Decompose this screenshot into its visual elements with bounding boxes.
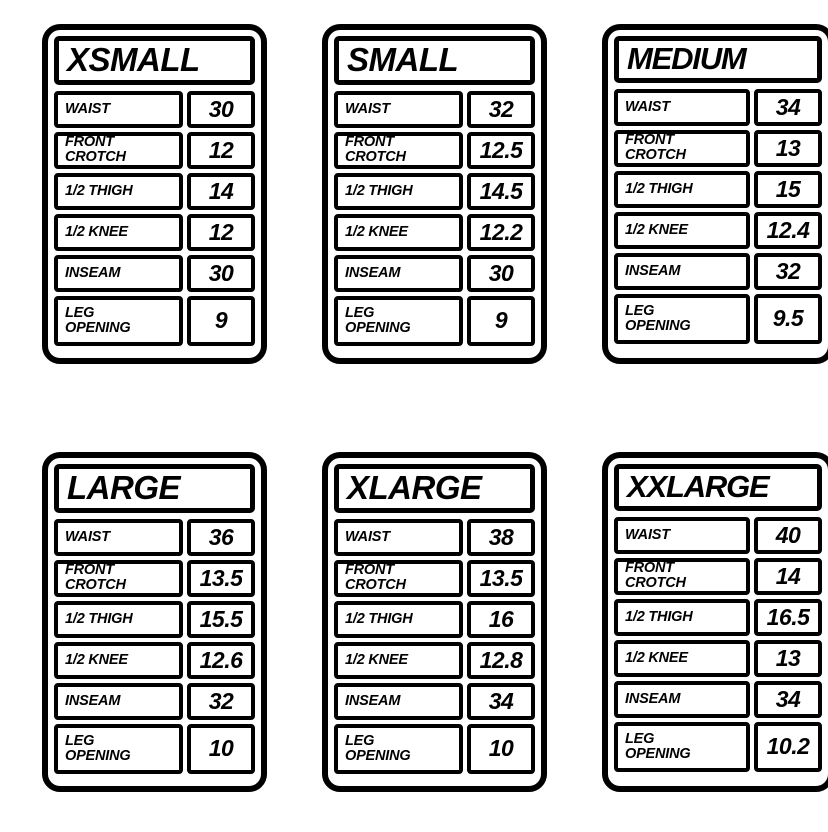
measurement-value-text: 32 [775,257,801,284]
measurement-label-line1: WAIST [65,100,110,117]
size-card-title: LARGE [67,469,180,506]
measurement-label [334,132,463,169]
measurement-row [54,296,255,346]
measurement-label [614,171,750,208]
measurement-value [754,171,822,208]
measurement-label-line1: 1/2 THIGH [625,608,693,625]
measurement-value-text: 13.5 [479,564,523,591]
measurement-label-line2: CROTCH [345,577,406,594]
measurement-row [614,599,822,636]
measurement-value-text: 9 [494,307,508,334]
measurement-row [614,89,822,126]
measurement-label-line1: 1/2 THIGH [65,610,133,627]
measurement-value-text: 10 [208,735,234,762]
measurement-row [614,294,822,344]
size-card-title: SMALL [347,41,459,78]
measurement-value-text: 16 [488,605,514,632]
measurement-label-line1: INSEAM [625,690,681,707]
measurement-value-text: 14 [775,562,801,589]
size-card-large [42,452,267,792]
measurement-value-text: 30 [208,259,234,286]
measurement-label-line1: LEG [345,732,375,749]
measurement-label-line1: WAIST [345,528,390,545]
measurement-value [754,294,822,344]
measurement-label-line1: 1/2 THIGH [625,180,693,197]
measurement-label [54,642,183,679]
measurement-value-text: 34 [775,93,801,120]
measurement-row [334,132,535,169]
measurement-label [54,296,183,346]
measurement-value-text: 14 [208,177,234,204]
measurement-row [334,296,535,346]
measurement-label [334,683,463,720]
measurement-label [614,89,750,126]
measurement-label [54,132,183,169]
measurement-value [754,558,822,595]
measurement-label-line1: 1/2 KNEE [625,221,688,238]
measurement-label-line1: LEG [65,732,95,749]
measurement-row [54,601,255,638]
measurement-value-text: 30 [208,95,234,122]
measurement-value-text: 40 [775,521,801,548]
measurement-label [614,253,750,290]
measurement-value [467,132,535,169]
measurement-label [614,558,750,595]
measurement-label [334,642,463,679]
measurement-value-text: 32 [208,687,234,714]
measurement-value-text: 10.2 [766,733,810,760]
measurement-label [334,519,463,556]
measurement-label-line1: WAIST [345,100,390,117]
measurement-value [754,212,822,249]
measurement-label [614,722,750,772]
measurement-value [754,89,822,126]
measurement-value [754,681,822,718]
size-card-xsmall [42,24,267,364]
measurement-label-line1: 1/2 THIGH [345,610,413,627]
measurement-value-text: 12.4 [766,216,810,243]
measurement-label [54,519,183,556]
measurement-row [54,683,255,720]
measurement-label-line1: 1/2 KNEE [65,651,128,668]
size-card-title: XSMALL [67,41,200,78]
measurement-value-text: 12.2 [479,218,523,245]
measurement-row [334,91,535,128]
measurement-label-line1: INSEAM [65,264,121,281]
measurement-label [334,91,463,128]
size-card-title-box [54,464,255,513]
measurement-label [334,173,463,210]
measurement-row [334,724,535,774]
measurement-value [754,599,822,636]
measurement-value [754,517,822,554]
measurement-value-text: 12.5 [479,136,523,163]
measurement-label-line1: WAIST [625,526,670,543]
measurement-label-line2: CROTCH [345,149,406,166]
measurement-row [334,173,535,210]
measurement-label-line1: 1/2 KNEE [345,651,408,668]
measurement-label [614,294,750,344]
measurement-label-line1: FRONT [345,562,394,579]
size-card-title-box [334,464,535,513]
measurement-label-line2: CROTCH [625,147,686,164]
measurement-row [334,601,535,638]
measurement-value-text: 15.5 [199,605,243,632]
measurement-label-line1: 1/2 THIGH [65,182,133,199]
measurement-label [334,724,463,774]
measurement-value [187,296,255,346]
measurement-value-text: 13 [775,644,801,671]
measurement-label-line2: OPENING [345,319,411,336]
size-card-title: MEDIUM [627,41,746,76]
measurement-value [467,601,535,638]
measurement-row [614,722,822,772]
measurement-label [54,214,183,251]
measurement-value [187,132,255,169]
measurement-label [334,255,463,292]
measurement-label-line1: INSEAM [625,262,681,279]
measurement-value [754,640,822,677]
measurement-value-text: 16.5 [766,603,810,630]
measurement-value-text: 13.5 [199,564,243,591]
size-card-medium [602,24,828,364]
measurement-row [614,130,822,167]
measurement-value-text: 34 [775,685,801,712]
size-card-title-box [334,36,535,85]
measurement-value [467,214,535,251]
size-card-title: XLARGE [347,469,482,506]
measurement-value [467,91,535,128]
measurement-value [187,91,255,128]
measurement-label [334,560,463,597]
measurement-value-text: 38 [488,523,514,550]
measurement-row [54,642,255,679]
measurement-row [614,640,822,677]
measurement-label [614,599,750,636]
measurement-row [614,253,822,290]
measurement-row [614,212,822,249]
size-card-title-box [614,36,822,83]
measurement-value-text: 34 [488,687,514,714]
measurement-label-line2: OPENING [65,747,131,764]
measurement-label-line1: FRONT [625,560,674,577]
measurement-label [54,255,183,292]
measurement-label-line1: INSEAM [345,264,401,281]
measurement-value [467,255,535,292]
measurement-label [614,130,750,167]
measurement-label [54,683,183,720]
measurement-label-line2: CROTCH [65,577,126,594]
measurement-value [467,296,535,346]
measurement-label [334,296,463,346]
measurement-label-line1: 1/2 KNEE [345,223,408,240]
measurement-label [614,640,750,677]
measurement-label [334,214,463,251]
measurement-value [754,253,822,290]
measurement-value-text: 9 [214,307,228,334]
measurement-value-text: 9.5 [772,305,804,332]
measurement-row [614,558,822,595]
measurement-label-line2: CROTCH [625,575,686,592]
measurement-label-line1: LEG [345,304,375,321]
measurement-label-line1: FRONT [65,562,114,579]
measurement-label-line1: 1/2 KNEE [625,649,688,666]
measurement-label-line2: CROTCH [65,149,126,166]
size-card-title: XXLARGE [627,469,769,504]
size-card-title-box [614,464,822,511]
measurement-value [187,519,255,556]
measurement-value [187,560,255,597]
measurement-value [467,683,535,720]
measurement-value [467,560,535,597]
measurement-value [754,130,822,167]
measurement-label-line1: LEG [625,730,655,747]
measurement-row [334,560,535,597]
measurement-label [54,601,183,638]
measurement-label-line1: FRONT [625,132,674,149]
size-card-xlarge [322,452,547,792]
measurement-row [54,255,255,292]
measurement-label [614,517,750,554]
measurement-label-line2: OPENING [345,747,411,764]
measurement-label [54,173,183,210]
measurement-row [614,681,822,718]
measurement-value [187,214,255,251]
measurement-row [54,724,255,774]
measurement-value-text: 30 [488,259,514,286]
measurement-value [187,642,255,679]
measurement-row [54,173,255,210]
measurement-value [187,724,255,774]
measurement-label [54,724,183,774]
measurement-value-text: 10 [488,735,514,762]
measurement-value-text: 12 [208,218,234,245]
measurement-value [754,722,822,772]
measurement-value [467,173,535,210]
measurement-row [54,214,255,251]
measurement-row [334,255,535,292]
measurement-value-text: 15 [775,175,801,202]
measurement-value [187,601,255,638]
measurement-label [334,601,463,638]
size-card-title-box [54,36,255,85]
measurement-label-line2: OPENING [65,319,131,336]
measurement-label-line1: INSEAM [65,692,121,709]
measurement-row [614,517,822,554]
measurement-row [54,132,255,169]
measurement-row [54,560,255,597]
measurement-value [467,724,535,774]
measurement-label-line2: OPENING [625,317,691,334]
measurement-value-text: 12.6 [199,646,243,673]
measurement-label [54,91,183,128]
measurement-value-text: 36 [208,523,234,550]
measurement-label-line1: 1/2 KNEE [65,223,128,240]
measurement-row [614,171,822,208]
measurement-label-line1: INSEAM [345,692,401,709]
measurement-label-line1: LEG [65,304,95,321]
size-card-small [322,24,547,364]
measurement-value [467,642,535,679]
measurement-label-line1: WAIST [65,528,110,545]
measurement-label-line1: FRONT [345,134,394,151]
measurement-value-text: 13 [775,134,801,161]
measurement-label [614,681,750,718]
size-card-xxlarge [602,452,828,792]
measurement-value [187,173,255,210]
measurement-value-text: 12.8 [479,646,523,673]
measurement-row [334,214,535,251]
measurement-row [54,519,255,556]
measurement-value [187,683,255,720]
measurement-value-text: 14.5 [479,177,523,204]
measurement-label-line2: OPENING [625,745,691,762]
measurement-row [334,519,535,556]
measurement-value-text: 12 [208,136,234,163]
measurement-value [187,255,255,292]
measurement-label-line1: LEG [625,302,655,319]
measurement-label-line1: FRONT [65,134,114,151]
measurement-label-line1: 1/2 THIGH [345,182,413,199]
measurement-row [334,642,535,679]
measurement-row [54,91,255,128]
measurement-label [54,560,183,597]
measurement-label [614,212,750,249]
measurement-label-line1: WAIST [625,98,670,115]
measurement-value-text: 32 [488,95,514,122]
measurement-value [467,519,535,556]
measurement-row [334,683,535,720]
